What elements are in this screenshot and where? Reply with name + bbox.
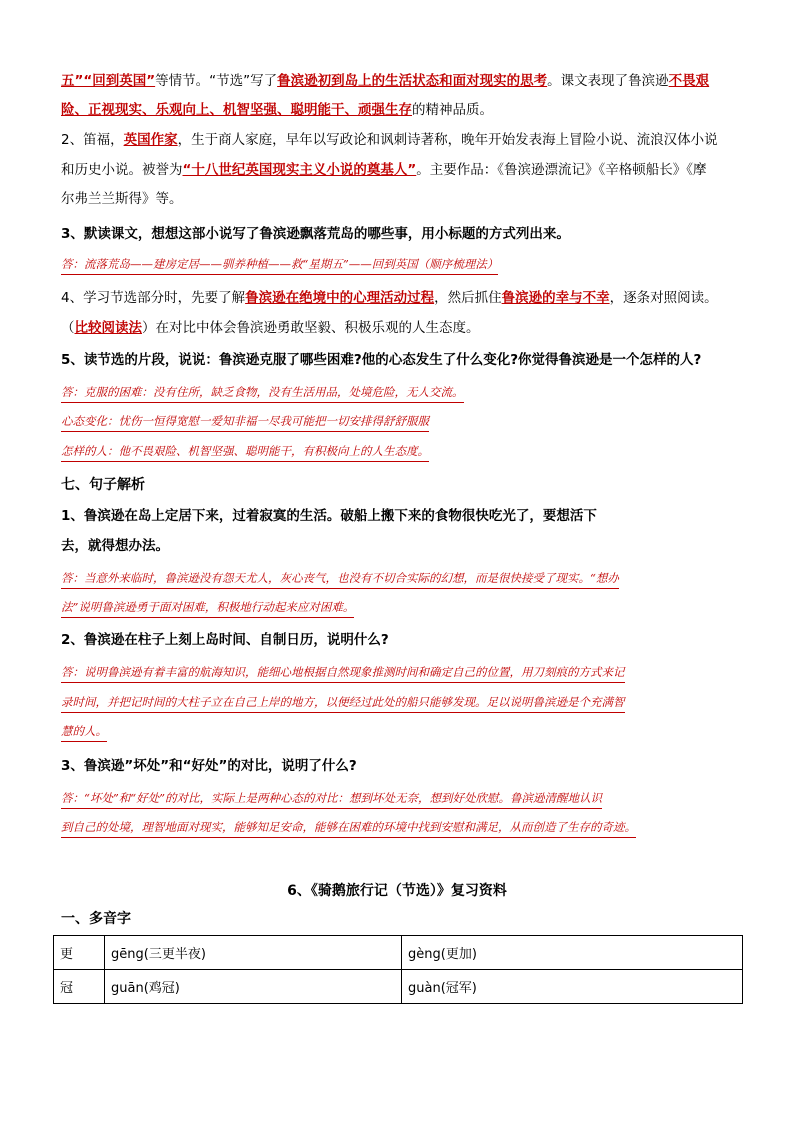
method-line-2: （比较阅读法）在对比中体会鲁滨逊勇敢坚毅、积极乐观的人生态度。 (61, 320, 480, 336)
author-line-1: 2、笛福，英国作家，生于商人家庭，早年以写政论和讽刺诗著称，晚年开始发表海上冒险小说、流浪汉体小说 (61, 132, 718, 148)
author-line-3: 尔弗兰兰斯得》等。 (61, 191, 183, 207)
table-cell-char: 冠 (54, 970, 105, 1004)
highlight-text: “十八世纪英国现实主义小说的奠基人” (182, 162, 417, 178)
section-title-polyphones: 一、多音字 (61, 911, 131, 927)
method-line-1: 4、学习节选部分时，先要了解鲁滨逊在绝境中的心理活动过程，然后抓住鲁滨逊的幸与不幸，逐条对照阅读。 (61, 290, 718, 306)
sentence-3: 3、鲁滨逊”坏处”和“好处”的对比，说明了什么? (61, 758, 357, 774)
highlight-text: 险、正视现实、乐观向上、机智坚强、聪明能干、顽强生存 (61, 102, 412, 118)
table-row (54, 936, 743, 970)
sentence-1-answer-2: 法”说明鲁滨逊勇于面对困难，积极地行动起来应对困难。 (61, 598, 354, 618)
highlight-text: 鲁滨逊初到岛上的生活状态和面对现实的思考 (277, 73, 548, 89)
sentence-1-line-1: 1、鲁滨逊在岛上定居下来，过着寂寞的生活。破船上搬下来的食物很快吃光了，要想活下 (61, 508, 597, 524)
highlight-text: 比较阅读法 (74, 320, 142, 336)
table-cell-reading: guān(鸡冠) (105, 970, 402, 1004)
polyphone-table (53, 935, 743, 1004)
lesson-title: 6、《骑鹅旅行记（节选）》复习资料 (287, 883, 507, 899)
sentence-3-answer-2: 到自己的处境，理智地面对现实，能够知足安命，能够在困难的环境中找到安慰和满足，从而创造了生存的奇迹。 (61, 818, 636, 838)
table-cell-reading: gēng(三更半夜) (105, 936, 402, 970)
sentence-2-answer-1: 答：说明鲁滨逊有着丰富的航海知识，能细心地根据自然现象推测时间和确定自己的位置，用刀刻痕的方式来记 (61, 663, 625, 683)
section-title-7: 七、句子解析 (61, 477, 145, 493)
sentence-2: 2、鲁滨逊在柱子上刻上岛时间、自制日历，说明什么? (61, 632, 389, 648)
author-line-2: 和历史小说。被誉为“十八世纪英国现实主义小说的奠基人”。主要作品：《鲁滨逊漂流记》《辛格顿船长》《摩 (61, 162, 707, 178)
sentence-2-answer-2: 录时间，并把记时间的大柱子立在自己上岸的地方，以便经过此处的船只能够发现。足以说明鲁滨逊是个充满智 (61, 693, 625, 713)
answer-3: 答：流落荒岛——建房定居——驯养种植——救“星期五”——回到英国（顺序梳理法） (61, 255, 498, 275)
sentence-3-answer-1: 答：“坏处”和“好处”的对比，实际上是两种心态的对比：想到坏处无奈，想到好处欣慰。鲁滨逊清醒地认识 (61, 789, 602, 809)
answer-5-mindset: 心态变化：忧伤一恒得宽慰一爱知非福一尽我可能把一切安排得舒舒服服 (61, 412, 429, 432)
highlight-text: 鲁滨逊在绝境中的心理活动过程 (245, 290, 435, 306)
answer-5-difficulties: 答：克服的困难：没有住所，缺乏食物，没有生活用品，处境危险，无人交流。 (61, 383, 464, 403)
sentence-1-answer-1: 答：当意外来临时，鲁滨逊没有怨天尤人，灰心丧气，也没有不切合实际的幻想，而是很快接受了现实。“想办 (61, 569, 619, 589)
sentence-1-line-2: 去，就得想办法。 (61, 538, 169, 554)
table-cell-reading: guàn(冠军) (402, 970, 743, 1004)
question-3: 3、默读课文，想想这部小说写了鲁滨逊飘落荒岛的哪些事，用小标题的方式列出来。 (61, 226, 570, 242)
summary-line-1: 五”“回到英国”等情节。“节选”写了鲁滨逊初到岛上的生活状态和面对现实的思考。课文表现了鲁滨逊不畏艰 (61, 73, 710, 89)
highlight-text: 不畏艰 (668, 73, 710, 89)
table-row (54, 970, 743, 1004)
sentence-2-answer-3: 慧的人。 (61, 722, 107, 742)
table-cell-char: 更 (54, 936, 105, 970)
answer-5-character: 怎样的人：他不畏艰险、机智坚强、聪明能干，有积极向上的人生态度。 (61, 442, 429, 462)
table-cell-reading: gèng(更加) (402, 936, 743, 970)
question-5: 5、读节选的片段，说说：鲁滨逊克服了哪些困难?他的心态发生了什么变化?你觉得鲁滨逊是一个怎样的人? (61, 352, 702, 368)
summary-line-2: 险、正视现实、乐观向上、机智坚强、聪明能干、顽强生存的精神品质。 (61, 102, 493, 118)
highlight-text: 五”“回到英国” (61, 73, 156, 89)
highlight-text: 鲁滨逊的幸与不幸 (501, 290, 610, 306)
highlight-text: 英国作家 (123, 132, 178, 148)
